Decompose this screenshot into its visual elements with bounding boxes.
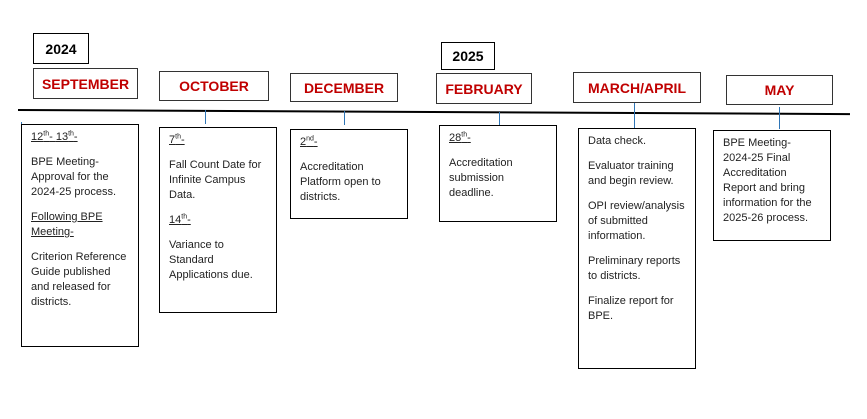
dec-date1: 2nd-	[300, 135, 318, 148]
oct-date2: 14th-	[169, 213, 191, 226]
sep-text1: BPE Meeting- Approval for the 2024-25 process.	[31, 156, 116, 198]
sep-heading2: Following BPE Meeting-	[31, 211, 103, 238]
oct-text1: Fall Count Date for Infinite Campus Data.	[169, 159, 262, 201]
month-february: FEBRUARY	[436, 73, 532, 104]
sep-date: 12th- 13th-	[31, 130, 78, 143]
sep-text2: Criterion Reference Guide published and released for districts.	[31, 251, 127, 308]
mar-item-1: Data check.	[588, 135, 647, 147]
note-october	[159, 127, 277, 313]
month-december: DECEMBER	[290, 73, 398, 102]
mar-item-5: Finalize report for BPE.	[588, 295, 674, 322]
dec-text1: Accreditation Platform open to districts.	[300, 161, 381, 203]
oct-text2: Variance to Standard Applications due.	[169, 239, 253, 281]
connector-march-april	[634, 103, 635, 128]
feb-date1: 28th-	[449, 131, 471, 144]
timeline-axis	[18, 109, 850, 115]
feb-text1: Accreditation submission deadline.	[449, 157, 513, 199]
connector-december	[344, 111, 345, 125]
month-october: OCTOBER	[159, 71, 269, 101]
year-label-2025: 2025	[441, 42, 495, 70]
month-september: SEPTEMBER	[33, 68, 138, 99]
note-december	[290, 129, 408, 219]
mar-item-2: Evaluator training and begin review.	[588, 160, 674, 187]
note-may	[713, 130, 831, 241]
note-september	[21, 124, 139, 347]
connector-october	[205, 110, 206, 124]
month-may: MAY	[726, 75, 833, 105]
note-february	[439, 125, 557, 222]
note-march-april	[578, 128, 696, 369]
month-march-april: MARCH/APRIL	[573, 72, 701, 103]
connector-february	[499, 112, 500, 126]
may-text1: BPE Meeting- 2024-25 Final Accreditation Report and bring information for the 2025-26 process.	[723, 137, 812, 224]
connector-may	[779, 107, 780, 129]
year-label-2024: 2024	[33, 33, 89, 64]
oct-date1: 7th-	[169, 133, 185, 146]
mar-item-3: OPI review/analysis of submitted information.	[588, 200, 685, 242]
mar-item-4: Preliminary reports to districts.	[588, 255, 681, 282]
